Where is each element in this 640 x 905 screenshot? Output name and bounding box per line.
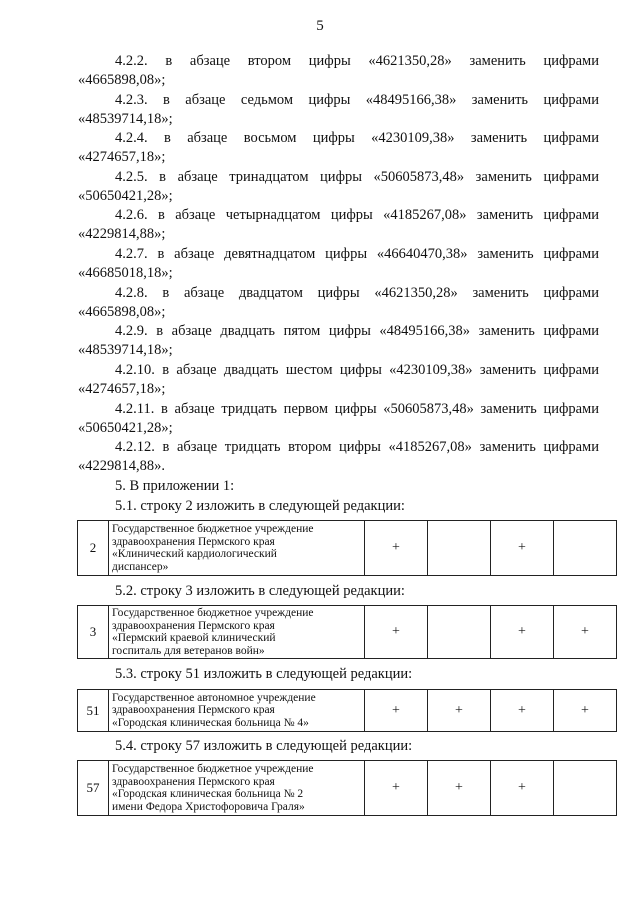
mark-cell [428, 521, 491, 576]
mark-cell [554, 761, 617, 816]
row-table [77, 689, 617, 732]
paragraph-lead: 4.2.10. в абзаце двадцать шестом цифры «4230109,38» заменить цифрами [115, 362, 599, 378]
paragraph-lead: 4.2.3. в абзаце седьмом цифры «48495166,38» заменить цифрами [115, 92, 599, 108]
paragraph-lead: 4.2.4. в абзаце восьмом цифры «4230109,38» заменить цифрами [115, 130, 599, 146]
paragraph-lead: 4.2.11. в абзаце тридцать первом цифры «50605873,48» заменить цифрами [115, 401, 599, 417]
name-line: «Пермский краевой клинический [112, 632, 276, 644]
paragraph-tail: «4274657,18»; [78, 381, 166, 397]
row-intro: 5.4. строку 57 изложить в следующей редакции: [115, 738, 413, 754]
name-line: здравоохранения Пермского края [112, 704, 275, 717]
table-row [78, 521, 617, 576]
paragraph-tail: «48539714,18»; [78, 111, 173, 127]
paragraph-tail: «50650421,28»; [78, 420, 173, 436]
name-line: «Клинический кардиологический [112, 548, 277, 560]
name-line: Государственное бюджетное учреждение [112, 607, 314, 619]
paragraph-lead: 4.2.12. в абзаце тридцать втором цифры «4185267,08» заменить цифрами [115, 439, 599, 455]
table-row [78, 690, 617, 732]
row-intro: 5.2. строку 3 изложить в следующей редакции: [115, 583, 405, 599]
mark-cell: + [554, 606, 617, 659]
paragraph-tail: «4229814,88». [78, 458, 165, 474]
row-intro: 5.3. строку 51 изложить в следующей редакции: [115, 666, 413, 682]
mark-cell: + [365, 606, 428, 659]
name-line: Государственное бюджетное учреждение [112, 763, 314, 775]
row-intro: 5.1. строку 2 изложить в следующей редакции: [115, 498, 405, 514]
paragraph-lead: 4.2.6. в абзаце четырнадцатом цифры «4185267,08» заменить цифрами [115, 207, 599, 223]
mark-cell [428, 606, 491, 659]
paragraph-lead: 4.2.7. в абзаце девятнадцатом цифры «46640470,38» заменить цифрами [115, 246, 599, 262]
paragraph-lead: 4.2.5. в абзаце тринадцатом цифры «50605873,48» заменить цифрами [115, 169, 599, 185]
row-number: 3 [78, 606, 109, 659]
paragraph-tail: «4665898,08»; [78, 304, 166, 320]
name-line: диспансер» [112, 560, 169, 573]
name-line: «Городская клиническая больница № 2 [112, 788, 304, 800]
paragraph-tail: «50650421,28»; [78, 188, 173, 204]
table-row [78, 606, 617, 659]
mark-cell: + [491, 521, 554, 576]
row-number: 57 [78, 761, 109, 816]
mark-cell: + [491, 606, 554, 659]
mark-cell: + [491, 761, 554, 816]
mark-cell: + [365, 521, 428, 576]
paragraph-lead: 4.2.2. в абзаце втором цифры «4621350,28» заменить цифрами [115, 53, 599, 69]
paragraph-lead: 4.2.8. в абзаце двадцатом цифры «4621350,28» заменить цифрами [115, 285, 599, 301]
page-number: 5 [316, 18, 324, 34]
institution-name [109, 606, 365, 659]
name-line: здравоохранения Пермского края [112, 619, 275, 632]
mark-cell: + [428, 690, 491, 732]
name-line: имени Федора Христофоровича Граля» [112, 800, 305, 813]
paragraph-tail: «4229814,88»; [78, 226, 166, 242]
row-number: 51 [78, 690, 109, 732]
name-line: Государственное автономное учреждение [112, 691, 316, 704]
institution-name [109, 690, 365, 732]
paragraph-tail: «4274657,18»; [78, 149, 166, 165]
table-row [78, 761, 617, 816]
mark-cell: + [491, 690, 554, 732]
name-line: здравоохранения Пермского края [112, 775, 275, 788]
institution-name [109, 761, 365, 816]
row-table [77, 520, 617, 576]
row-table [77, 605, 617, 659]
mark-cell: + [365, 690, 428, 732]
row-number: 2 [78, 521, 109, 576]
institution-name [109, 521, 365, 576]
name-line: Государственное бюджетное учреждение [112, 523, 314, 535]
paragraph-tail: «48539714,18»; [78, 342, 173, 358]
paragraph-tail: «4665898,08»; [78, 72, 166, 88]
appendix-heading: 5. В приложении 1: [115, 478, 235, 494]
name-line: здравоохранения Пермского края [112, 535, 275, 548]
mark-cell: + [554, 690, 617, 732]
row-table [77, 760, 617, 816]
name-line: госпиталь для ветеранов войн» [112, 644, 265, 657]
mark-cell: + [365, 761, 428, 816]
paragraph-lead: 4.2.9. в абзаце двадцать пятом цифры «48495166,38» заменить цифрами [115, 323, 599, 339]
name-line: «Городская клиническая больница № 4» [112, 716, 309, 729]
mark-cell [554, 521, 617, 576]
mark-cell: + [428, 761, 491, 816]
paragraph-tail: «46685018,18»; [78, 265, 173, 281]
